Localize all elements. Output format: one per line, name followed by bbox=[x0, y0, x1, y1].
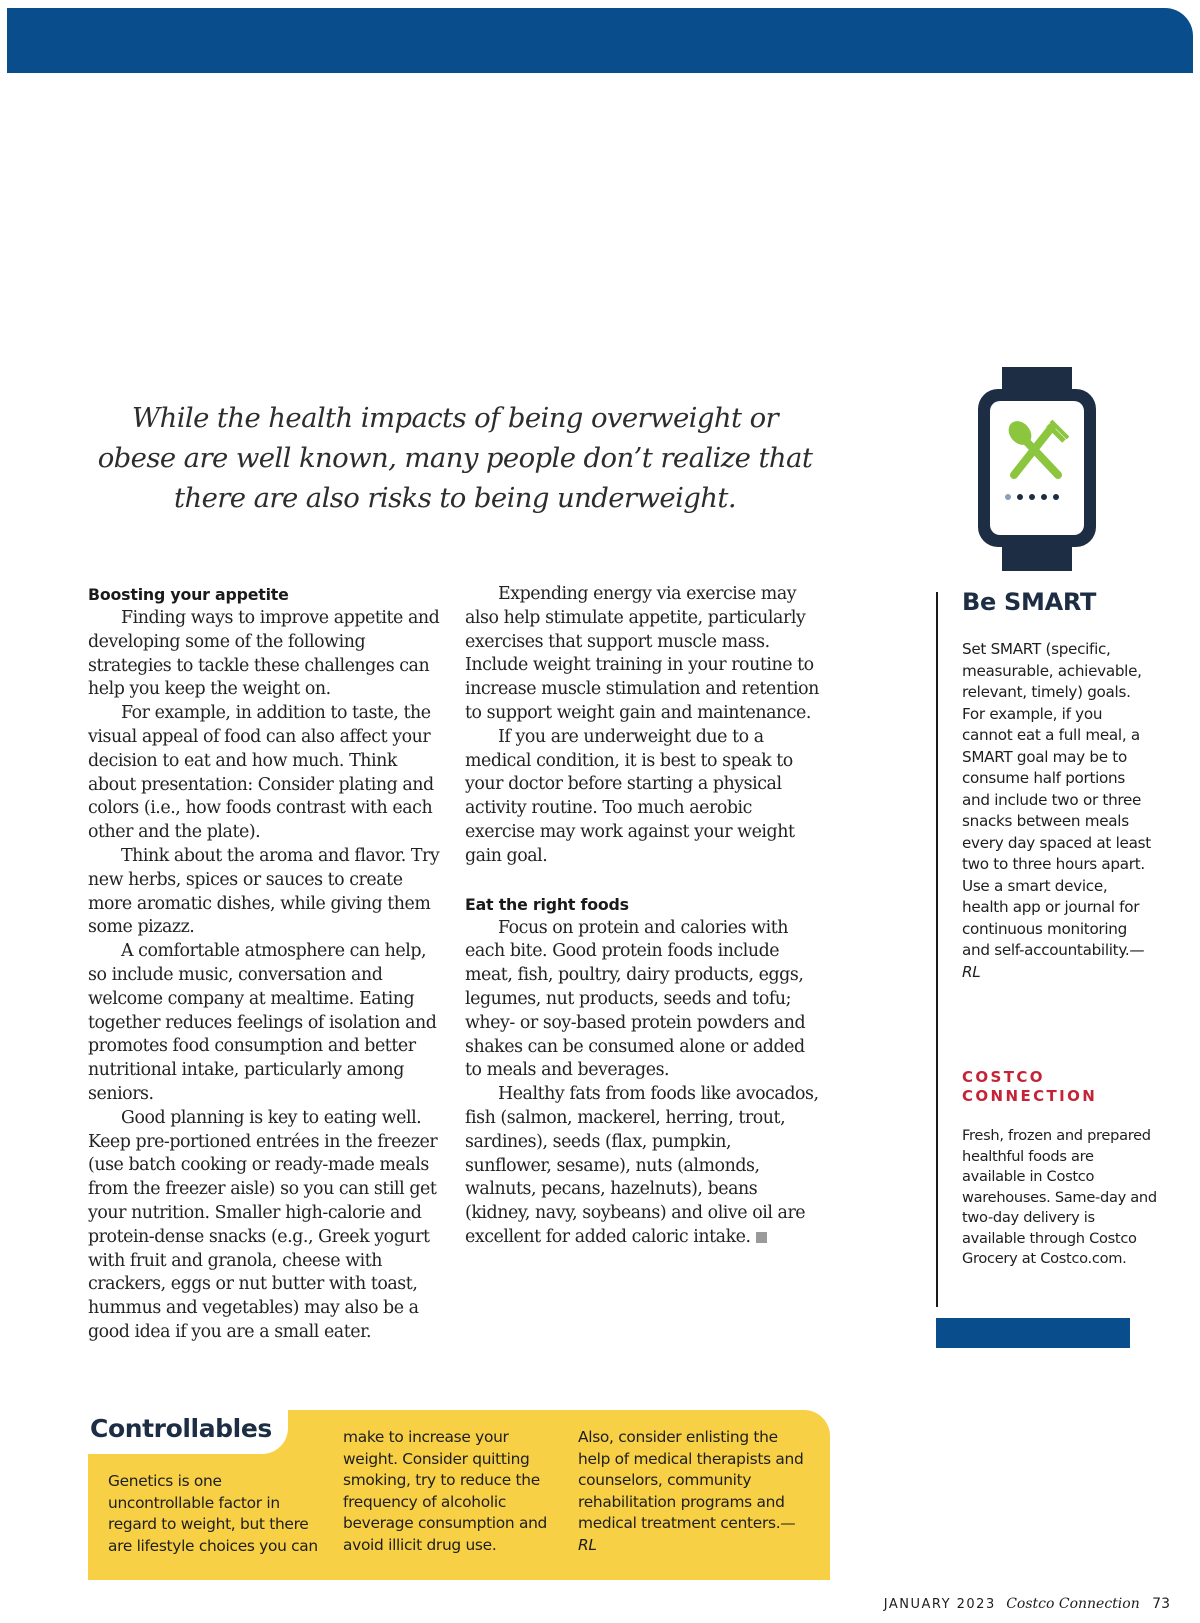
smartwatch-icon bbox=[978, 367, 1096, 571]
brand-line: COSTCO bbox=[962, 1068, 1045, 1086]
page-footer bbox=[884, 1596, 1170, 1612]
paragraph-text: Healthy fats from foods like avocados, fish (salmon, mackerel, herring, trout, sardines), seeds (flax, pumpkin, sunflower, sesame), nuts (almonds, walnuts, pecans, hazelnuts), beans (kidney, navy, soybeans) and olive oil are excellent for added caloric intake. bbox=[465, 1084, 819, 1247]
footer-magazine: Costco Connection bbox=[1006, 1596, 1140, 1612]
top-header-bar bbox=[7, 8, 1193, 73]
paragraph: Focus on protein and calories with each bite. Good protein foods include meat, fish, poultry, dairy products, eggs, legumes, nut products, seeds and tofu; whey- or soy-based protein powders and shakes can be consumed alone or added to meals and beverages. bbox=[465, 917, 806, 1081]
pull-quote bbox=[90, 398, 820, 518]
sidebar-rule bbox=[936, 592, 938, 1307]
pull-quote-line: obese are well known, many people don’t realize that bbox=[97, 442, 813, 474]
controllables-column-3 bbox=[578, 1427, 808, 1556]
paragraph: Good planning is key to eating well. Keep pre-portioned entrées in the freezer (use batch cooking or ready-made meals from the freezer aisle) so you can still get your nutrition. Smaller high-calorie and protein-dense snacks (e.g., Greek yogurt with fruit and granola, cheese with crackers, eggs or nut butter with toast, hummus and vegetables) may also be a good idea if you are a small eater. bbox=[88, 1107, 438, 1342]
brand-line: CONNECTION bbox=[962, 1087, 1098, 1105]
paragraph: Finding ways to improve appetite and developing some of the following strategies to tackle these challenges can help you keep the weight on. bbox=[88, 608, 440, 700]
sidebar-body bbox=[962, 639, 1157, 983]
paragraph: Expending energy via exercise may also help stimulate appetite, particularly exercises that support muscle mass. Include weight training in your routine to increase muscle stimulation and retention to support weight gain and maintenance. bbox=[465, 584, 819, 723]
controllables-column-2: make to increase your weight. Consider quitting smoking, try to reduce the frequency of alcoholic beverage consumption and avoid illicit drug use. bbox=[343, 1428, 548, 1554]
paragraph: If you are underweight due to a medical condition, it is best to speak to your doctor before starting a physical activity routine. Too much aerobic exercise may work against your weight gain goal. bbox=[465, 726, 795, 866]
pull-quote-line: there are also risks to being underweight. bbox=[174, 482, 736, 514]
section-heading: Boosting your appetite bbox=[88, 585, 289, 604]
controllables-box bbox=[88, 1410, 830, 1580]
sidebar-byline: —RL bbox=[962, 941, 1145, 981]
footer-date: JANUARY 2023 bbox=[883, 1597, 996, 1612]
end-mark-icon bbox=[756, 1232, 767, 1243]
costco-connection-logo bbox=[962, 1068, 1097, 1106]
paragraph: Think about the aroma and flavor. Try new herbs, spices or sauces to create more aromatic dishes, while giving them some pizazz. bbox=[88, 845, 440, 938]
controllables-column-3-text: Also, consider enlisting the help of medical therapists and counselors, community rehabilitation programs and medical treatment centers. bbox=[578, 1428, 804, 1532]
paragraph: A comfortable atmosphere can help, so include music, conversation and welcome company at mealtime. Eating together reduces feelings of isolation and promotes food consumption and better nutritional intake, particularly among seniors. bbox=[88, 941, 437, 1104]
costco-connection-note: Fresh, frozen and prepared healthful foods are available in Costco warehouses. Same-day and two-day delivery is available through Costco Grocery at Costco.com. bbox=[962, 1127, 1157, 1267]
controllables-byline: —RL bbox=[578, 1514, 796, 1554]
sidebar-footer-bar bbox=[936, 1318, 1130, 1348]
page-number: 73 bbox=[1152, 1596, 1170, 1612]
article-column-1 bbox=[88, 583, 448, 1345]
sidebar-body-text: Set SMART (specific, measurable, achievable, relevant, timely) goals. For example, if you cannot eat a full meal, a SMART goal may be to consume half portions and include two or three snacks between meals every day spaced at least two to three hours apart. Use a smart device, health app or journal for continuous monitoring and self-accountability. bbox=[962, 640, 1151, 959]
controllables-column-1: Genetics is one uncontrollable factor in regard to weight, but there are lifestyle choices you can bbox=[108, 1472, 318, 1555]
paragraph bbox=[465, 1083, 820, 1250]
section-heading: Eat the right foods bbox=[465, 894, 629, 914]
sidebar-title: Be SMART bbox=[962, 588, 1097, 616]
pull-quote-line: While the health impacts of being overweight or bbox=[131, 402, 779, 434]
paragraph: For example, in addition to taste, the visual appeal of food can also affect your decision to eat and how much. Think about presentation: Consider plating and colors (i.e., how foods contrast with each other and the plate). bbox=[88, 703, 434, 843]
article-column-2 bbox=[465, 583, 820, 1250]
controllables-title: Controllables bbox=[90, 1414, 272, 1443]
